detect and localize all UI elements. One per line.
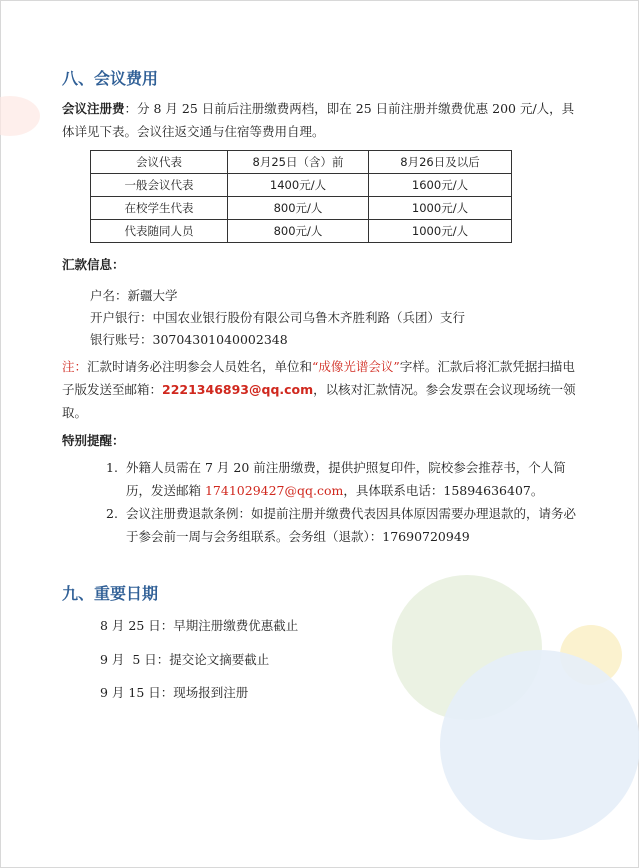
bank-name: 开户银行：中国农业银行股份有限公司乌鲁木齐胜利路（兵团）支行 xyxy=(90,310,466,325)
note-text-1: 汇款时请务必注明参会人员姓名，单位和 xyxy=(87,359,313,374)
fee-text: 分 8 月 25 日前后注册缴费两档，即在 25 日前注册并缴费优惠 200 元/人，具体详见下表。会议往返交通与住宿等费用自理。 xyxy=(62,101,575,139)
reminder-item xyxy=(106,502,586,548)
table-row xyxy=(91,220,512,243)
fee-separator: ： xyxy=(124,101,138,116)
table-row xyxy=(91,174,512,197)
table-cell: 一般会议代表 xyxy=(91,174,228,197)
table-header-cell: 8月26日及以后 xyxy=(369,151,512,174)
fee-table-header-row xyxy=(91,151,512,174)
special-reminder-label: 特别提醒： xyxy=(62,433,125,448)
table-cell: 800元/人 xyxy=(228,197,369,220)
fee-label: 会议注册费 xyxy=(62,101,125,116)
note-email-link[interactable]: 2221346893@qq.com xyxy=(162,382,314,397)
fee-table xyxy=(90,150,512,243)
reminder-text-tail: ，具体联系电话：15894636407。 xyxy=(343,483,544,498)
reminder-body xyxy=(126,456,586,502)
table-row xyxy=(91,197,512,220)
reminder-number: 2. xyxy=(106,506,118,521)
reminder-number: 1. xyxy=(106,460,118,475)
remit-note xyxy=(62,355,584,424)
reminder-item xyxy=(106,456,586,502)
note-text-2: 字样。汇款后将汇款凭据扫描电子版发送至邮箱： xyxy=(62,359,575,397)
table-cell: 800元/人 xyxy=(228,220,369,243)
table-cell: 1000元/人 xyxy=(369,197,512,220)
reminder-email-link[interactable]: 1741029427@qq.com xyxy=(204,483,344,498)
reminder-text: 会议注册费退款条例：如提前注册并缴费代表因具体原因需要办理退款的，请务必于参会前一周与会务组联系。会务组（退款）：17690720949 xyxy=(126,506,577,544)
reminder-body xyxy=(126,502,586,548)
note-prefix: 注： xyxy=(62,359,88,374)
account-name: 户名：新疆大学 xyxy=(90,288,178,303)
table-cell: 在校学生代表 xyxy=(91,197,228,220)
table-header-cell: 8月25日（含）前 xyxy=(228,151,369,174)
date-item: 9 月 15 日：现场报到注册 xyxy=(100,685,249,700)
decor-blob-blue xyxy=(440,650,639,840)
date-item: 9 月 5 日：提交论文摘要截止 xyxy=(100,652,270,667)
fee-paragraph xyxy=(62,97,582,143)
table-cell: 1400元/人 xyxy=(228,174,369,197)
table-cell: 1000元/人 xyxy=(369,220,512,243)
note-highlight: “成像光谱会议” xyxy=(312,359,400,374)
table-cell: 代表随同人员 xyxy=(91,220,228,243)
table-header-cell: 会议代表 xyxy=(91,151,228,174)
reminder-text: 外籍人员需在 7 月 20 前注册缴费，提供护照复印件，院校参会推荐书，个人简历，发送邮箱 xyxy=(126,460,566,498)
date-item: 8 月 25 日：早期注册缴费优惠截止 xyxy=(100,618,299,633)
note-text-3: ，以核对汇款情况。参会发票在会议现场统一领取。 xyxy=(62,382,576,420)
section-9-title: 九、重要日期 xyxy=(62,584,159,603)
account-number: 银行账号：30704301040002348 xyxy=(90,332,288,347)
remit-label: 汇款信息： xyxy=(62,257,125,272)
table-cell: 1600元/人 xyxy=(369,174,512,197)
section-8-title: 八、会议费用 xyxy=(62,69,159,88)
